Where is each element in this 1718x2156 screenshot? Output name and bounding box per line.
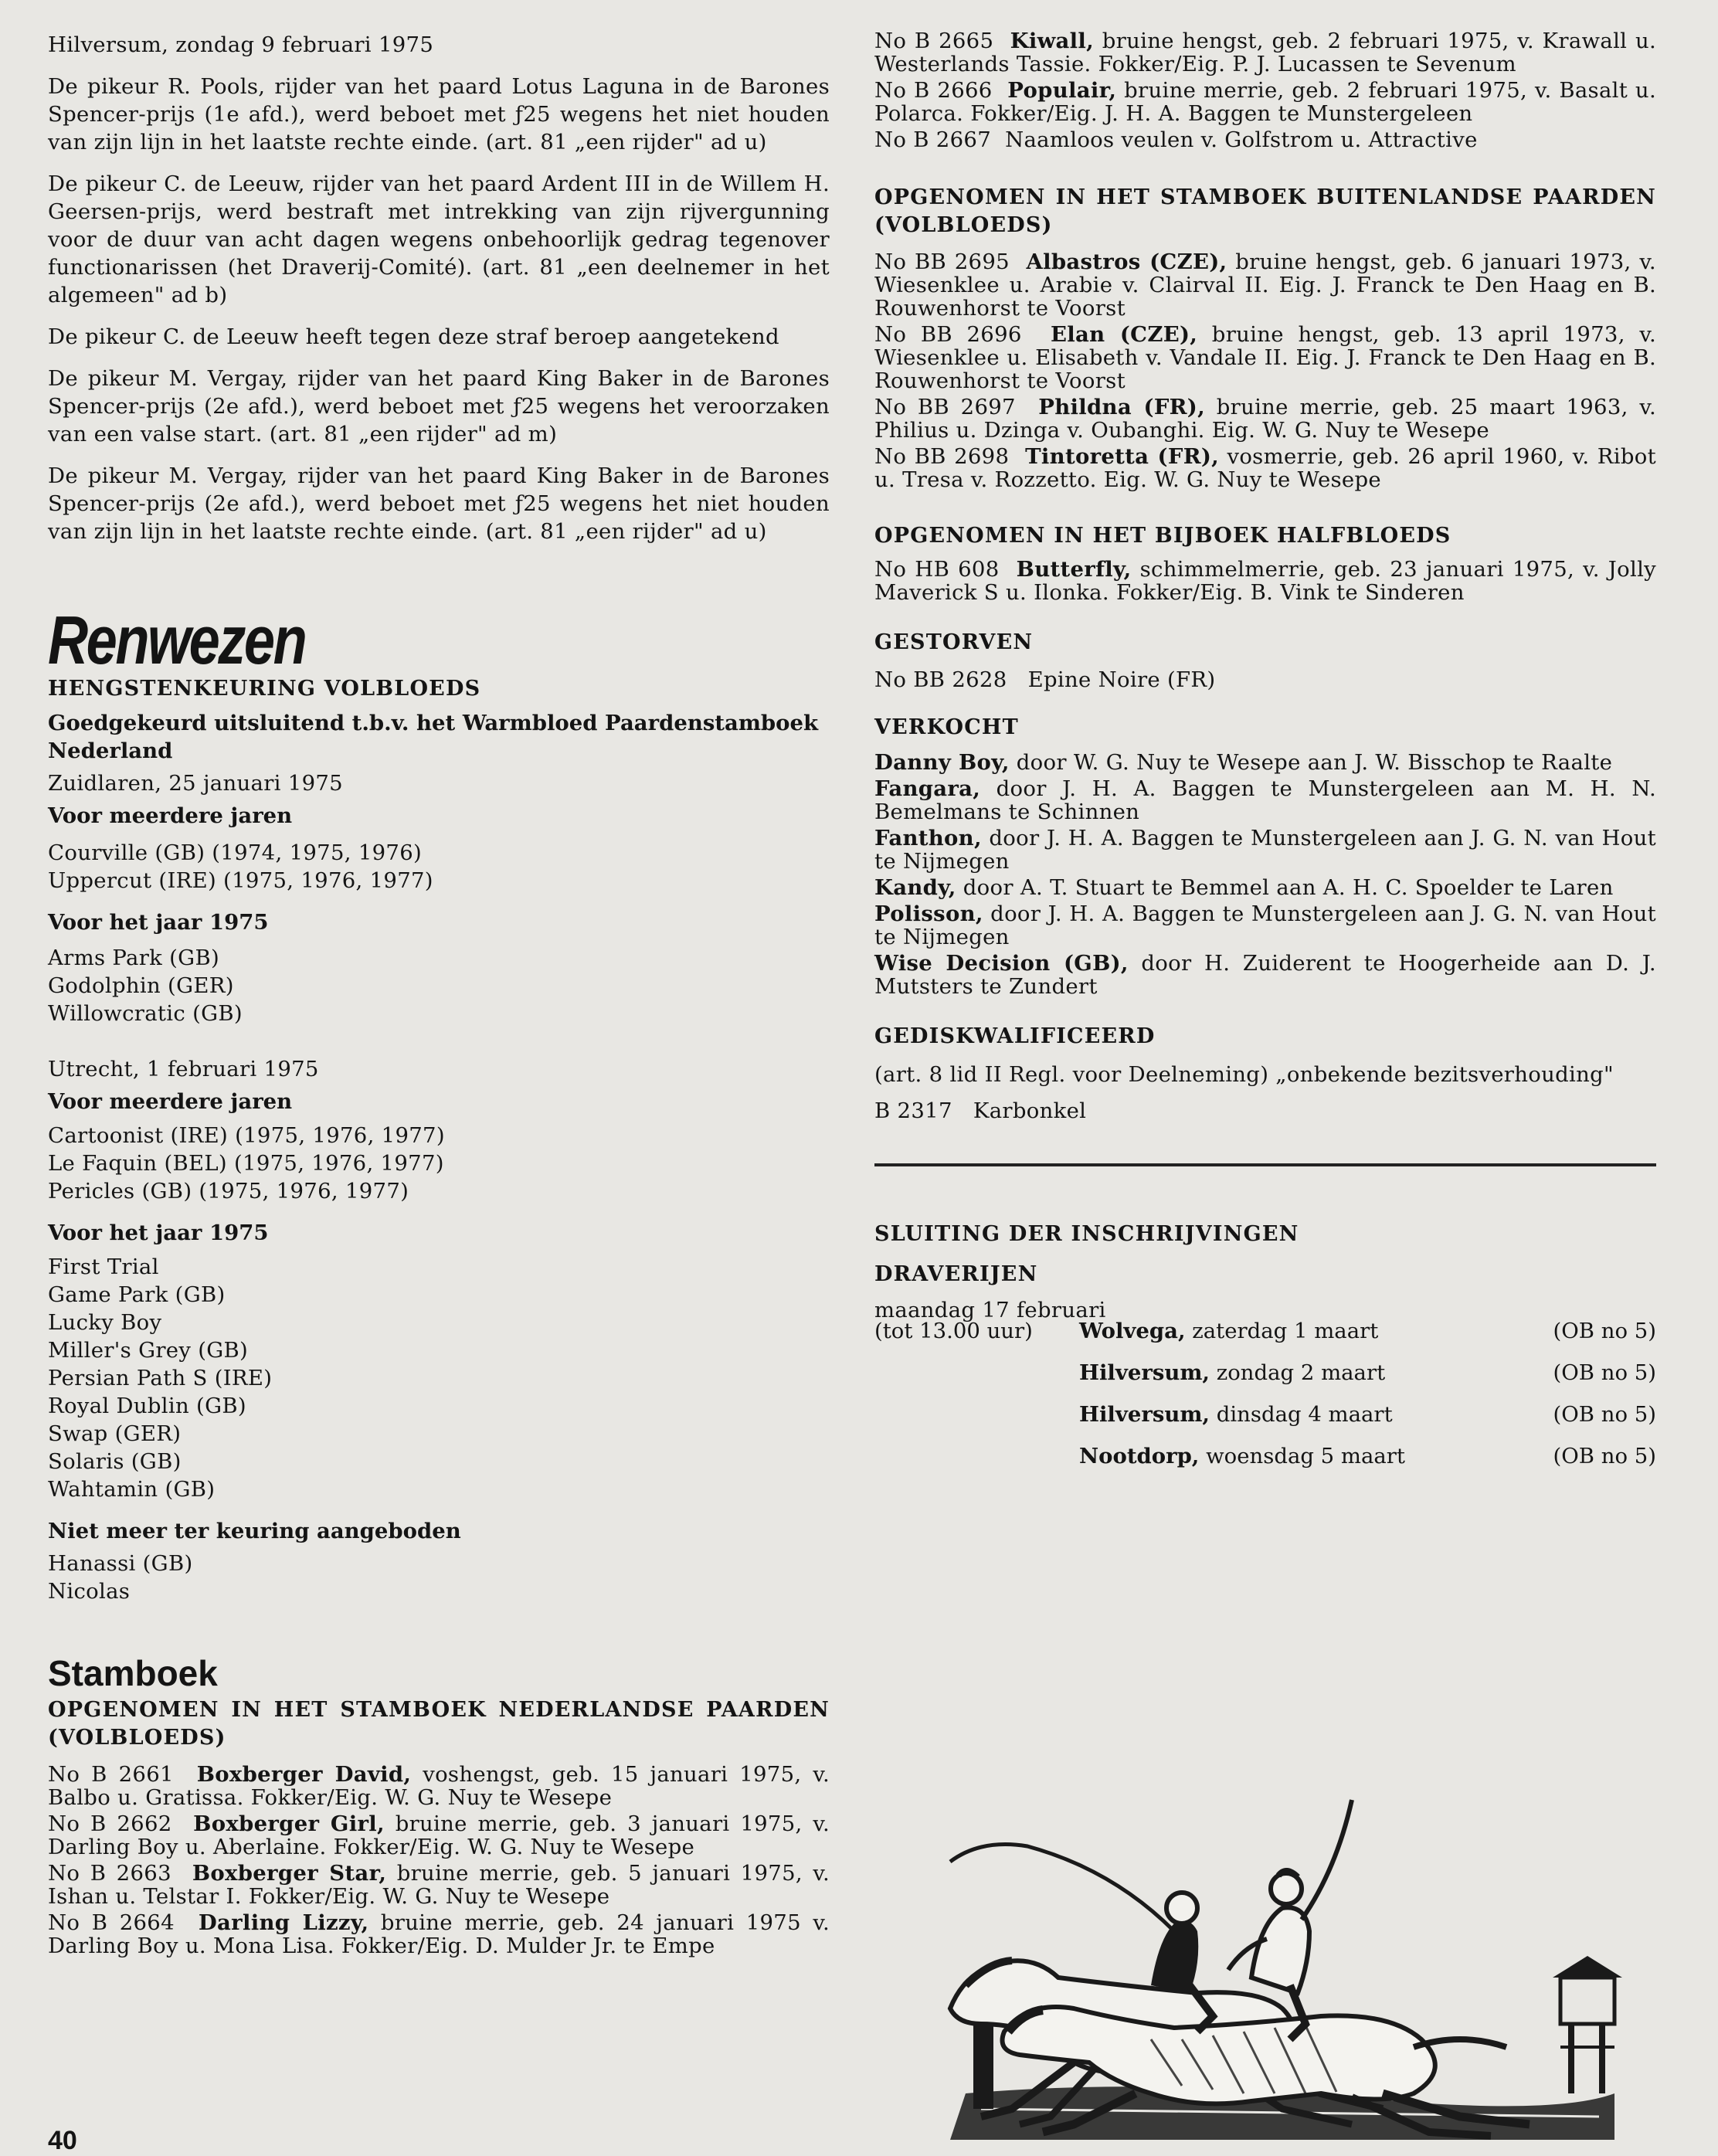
- stamboek-entry: No BB 2696 Elan (CZE), bruine hengst, geb. 13 april 1973, v. Wiesenklee u. Elisabeth v. Vandale II. Eig. J. Franck te Den Haag en B. Rouwenhorst te Voorst: [874, 322, 1656, 393]
- schedule-row: Hilversum, dinsdag 4 maart (OB no 5): [1079, 1402, 1656, 1427]
- list-item: Nicolas: [48, 1579, 131, 1604]
- niet-meer-label: Niet meer ter keuring aangeboden: [48, 1519, 461, 1543]
- verkocht-entry: Kandy, door A. T. Stuart te Bemmel aan A. H. C. Spoelder te Laren: [874, 875, 1614, 900]
- list-item: Cartoonist (IRE) (1975, 1976, 1977): [48, 1123, 445, 1148]
- verkocht-entry: Wise Decision (GB), door H. Zuiderent te Hoogerheide aan D. J. Mutsters te Zundert: [874, 951, 1656, 999]
- list-item: First Trial: [48, 1255, 159, 1279]
- bijboek-heading: OPGENOMEN IN HET BIJBOEK HALFBLOEDS: [874, 524, 1451, 548]
- verkocht-entry: Polisson, door J. H. A. Baggen te Munstergeleen aan J. G. N. van Hout te Nijmegen: [874, 901, 1656, 949]
- list-item: Arms Park (GB): [48, 946, 219, 970]
- list-item: Hanassi (GB): [48, 1551, 193, 1576]
- list-item: Le Faquin (BEL) (1975, 1976, 1977): [48, 1151, 444, 1176]
- penalty-paragraph: De pikeur M. Vergay, rijder van het paard King Baker in de Barones Spencer-prijs (2e afd.), werd beboet met ƒ25 wegens het niet houden van zijn lijn in het laatste rechte einde. (art. 81 „een rijder" ad u): [48, 463, 830, 544]
- right-column: [874, 29, 1656, 1477]
- sluiting-heading: SLUITING DER INSCHRIJVINGEN: [874, 1222, 1299, 1246]
- list-item: Miller's Grey (GB): [48, 1338, 249, 1363]
- penalty-paragraph: De pikeur C. de Leeuw, rijder van het paard Ardent III in de Willem H. Geersen-prijs, werd bestraft met intrekking van zijn rijvergunning voor de duur van acht dagen wegens onbehoorlijk gedrag tegenover functionarissen (het Draverij-Comité). (art. 81 „een deelnemer in het algemeen" ad b): [48, 171, 830, 307]
- list-item: Pericles (GB) (1975, 1976, 1977): [48, 1179, 409, 1204]
- intro-date: Hilversum, zondag 9 februari 1975: [48, 32, 434, 57]
- stamboek-entry: No B 2664 Darling Lizzy, bruine merrie, geb. 24 januari 1975 v. Darling Boy u. Mona Lisa. Fokker/Eig. D. Mulder Jr. te Empe: [48, 1910, 830, 1958]
- stamboek-title: Stamboek: [48, 1653, 218, 1693]
- racing-horses-engraving-icon: [919, 1754, 1638, 2140]
- verkocht-entry: Danny Boy, door W. G. Nuy te Wesepe aan J. W. Bisschop te Raalte: [874, 750, 1613, 775]
- stamboek-entry: No B 2662 Boxberger Girl, bruine merrie, geb. 3 januari 1975, v. Darling Boy u. Aberlaine. Fokker/Eig. W. G. Nuy te Wesepe: [48, 1811, 830, 1859]
- renwezen-title: Renwezen: [48, 602, 306, 678]
- voor-meerdere-jaren-label: Voor meerdere jaren: [48, 1089, 293, 1114]
- stamboek-entry: No B 2663 Boxberger Star, bruine merrie, geb. 5 januari 1975, v. Ishan u. Telstar I. Fokker/Eig. W. G. Nuy te Wesepe: [48, 1861, 830, 1909]
- schedule-row: Nootdorp, woensdag 5 maart (OB no 5): [1079, 1444, 1656, 1468]
- gediskwalificeerd-line: B 2317 Karbonkel: [874, 1098, 1087, 1123]
- list-item: Lucky Boy: [48, 1310, 162, 1335]
- penalty-paragraph: De pikeur M. Vergay, rijder van het paard King Baker in de Barones Spencer-prijs (2e afd.), werd beboet met ƒ25 wegens het veroorzaken van een valse start. (art. 81 „een rijder" ad m): [48, 366, 830, 446]
- list-item: Willowcratic (GB): [48, 1001, 243, 1026]
- zuidlaren-date: Zuidlaren, 25 januari 1975: [48, 771, 343, 796]
- stamboek-heading: OPGENOMEN IN HET STAMBOEK NEDERLANDSE PAARDEN (VOLBLOEDS): [48, 1698, 830, 1750]
- verkocht-entry: Fanthon, door J. H. A. Baggen te Munstergeleen aan J. G. N. van Hout te Nijmegen: [874, 826, 1657, 874]
- verkocht-heading: VERKOCHT: [874, 715, 1019, 739]
- verkocht-entry: Fangara, door J. H. A. Baggen te Munstergeleen aan M. H. N. Bemelmans te Schinnen: [874, 776, 1656, 824]
- stamboek-entry: No BB 2697 Phildna (FR), bruine merrie, geb. 25 maart 1963, v. Philius u. Dzinga v. Oubanghi. Eig. W. G. Nuy te Wesepe: [874, 395, 1656, 443]
- stamboek-entry: No B 2667 Naamloos veulen v. Golfstrom u. Attractive: [874, 127, 1478, 152]
- stamboek-entry: No B 2661 Boxberger David, voshengst, geb. 15 januari 1975, v. Balbo u. Gratissa. Fokker/Eig. W. G. Nuy te Wesepe: [48, 1762, 830, 1810]
- gestorven-line: No BB 2628 Epine Noire (FR): [874, 667, 1216, 692]
- list-item: Persian Path S (IRE): [48, 1366, 273, 1390]
- stamboek-entry: No B 2666 Populair, bruine merrie, geb. 2 februari 1975, v. Basalt u. Polarca. Fokker/Eig. J. H. A. Baggen te Munstergeleen: [874, 78, 1656, 126]
- utrecht-date: Utrecht, 1 februari 1975: [48, 1057, 319, 1081]
- left-column: [48, 31, 830, 1961]
- list-item: Game Park (GB): [48, 1282, 226, 1307]
- stamboek-entry: No BB 2698 Tintoretta (FR), vosmerrie, geb. 26 april 1960, v. Ribot u. Tresa v. Rozzetto. Eig. W. G. Nuy te Wesepe: [874, 444, 1657, 492]
- bijboek-entry: No HB 608 Butterfly, schimmelmerrie, geb. 23 januari 1975, v. Jolly Maverick S u. Ilonka. Fokker/Eig. B. Vink te Sinderen: [874, 557, 1657, 605]
- schedule-row: Hilversum, zondag 2 maart (OB no 5): [1079, 1360, 1656, 1385]
- list-item: Godolphin (GER): [48, 973, 234, 998]
- buitenland-heading: OPGENOMEN IN HET STAMBOEK BUITENLANDSE PAARDEN (VOLBLOEDS): [874, 185, 1656, 237]
- stamboek-entry: No BB 2695 Albastros (CZE), bruine hengst, geb. 6 januari 1973, v. Wiesenklee u. Arabie v. Clairval II. Eig. J. Franck te Den Haag en B. Rouwenhorst te Voorst: [874, 250, 1656, 321]
- voor-het-jaar-label: Voor het jaar 1975: [48, 910, 269, 935]
- voor-meerdere-jaren-label: Voor meerdere jaren: [48, 803, 293, 828]
- gediskwalificeerd-text: (art. 8 lid II Regl. voor Deelneming) „onbekende bezitsverhouding": [874, 1062, 1614, 1087]
- gestorven-heading: GESTORVEN: [874, 630, 1034, 654]
- list-item: Wahtamin (GB): [48, 1477, 216, 1502]
- list-item: Swap (GER): [48, 1421, 182, 1446]
- list-item: Courville (GB) (1974, 1975, 1976): [48, 840, 423, 865]
- gediskwalificeerd-heading: GEDISKWALIFICEERD: [874, 1024, 1156, 1048]
- keuring-heading: HENGSTENKEURING VOLBLOEDS: [48, 677, 481, 701]
- voor-het-jaar-label: Voor het jaar 1975: [48, 1221, 269, 1245]
- draverijen-heading: DRAVERIJEN: [874, 1262, 1038, 1286]
- penalty-paragraph: De pikeur R. Pools, rijder van het paard Lotus Laguna in de Barones Spencer-prijs (1e afd.), werd beboet met ƒ25 wegens het niet houden van zijn lijn in het laatste rechte einde. (art. 81 „een rijder" ad u): [48, 74, 830, 154]
- list-item: Royal Dublin (GB): [48, 1394, 246, 1418]
- schedule-row: (tot 13.00 uur) Wolvega, zaterdag 1 maart (OB no 5): [874, 1319, 1656, 1343]
- list-item: Solaris (GB): [48, 1449, 182, 1474]
- schedule-date: maandag 17 februari: [874, 1298, 1106, 1322]
- page-number: 40: [48, 2126, 77, 2155]
- stamboek-entry: No B 2665 Kiwall, bruine hengst, geb. 2 februari 1975, v. Krawall u. Westerlands Tassie. Fokker/Eig. P. J. Lucassen te Sevenum: [874, 29, 1656, 76]
- penalty-paragraph: De pikeur C. de Leeuw heeft tegen deze straf beroep aangetekend: [48, 324, 779, 349]
- list-item: Uppercut (IRE) (1975, 1976, 1977): [48, 868, 433, 893]
- keuring-subheading: Goedgekeurd uitsluitend t.b.v. het Warmbloed Paardenstamboek Nederland: [48, 711, 819, 763]
